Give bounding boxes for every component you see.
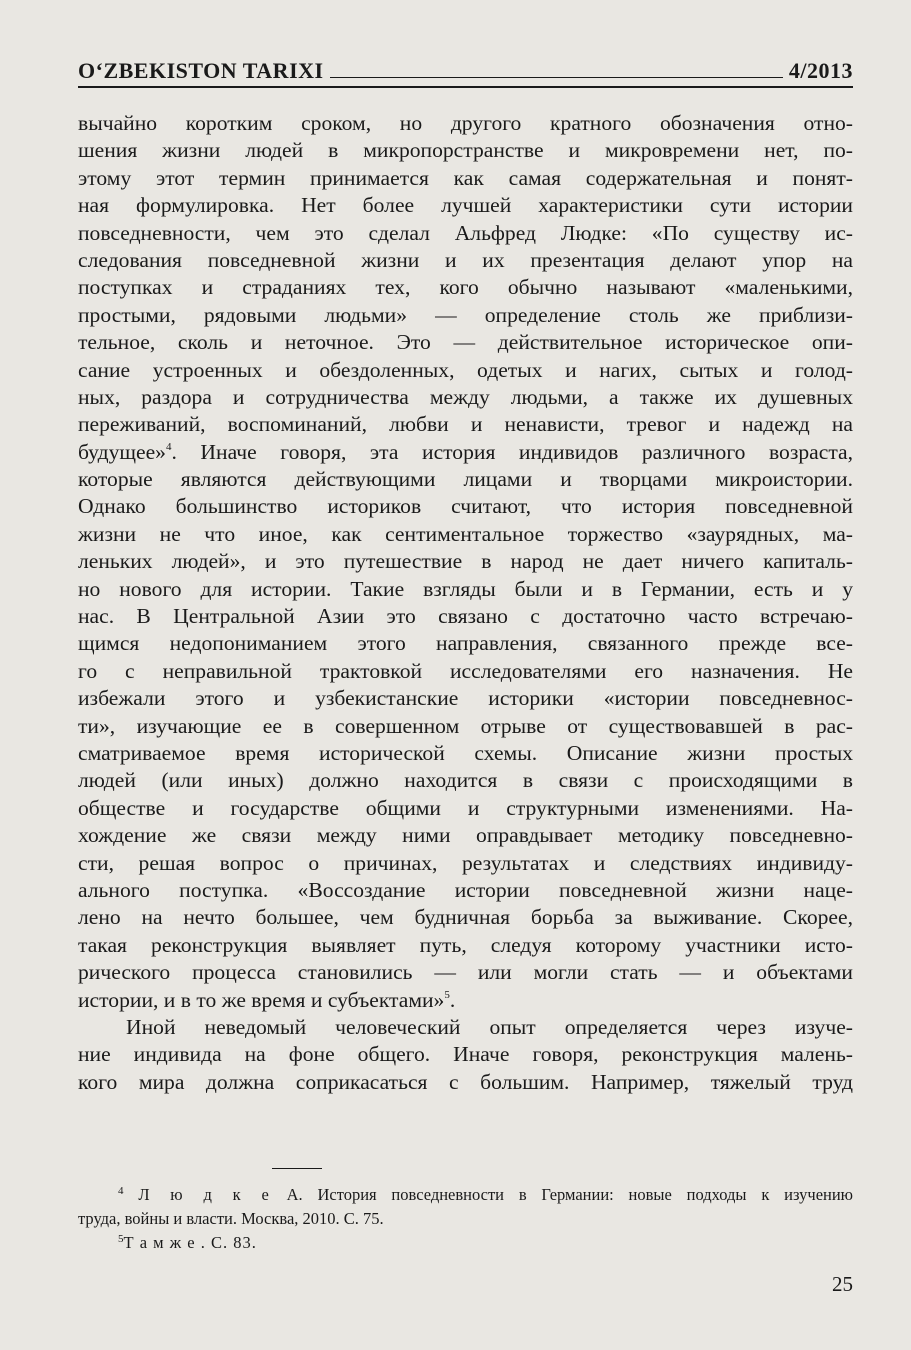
text-segment: истории, и в то же время и субъектами» [78,987,445,1012]
footnote-text: Т а м ж е . С. 83. [123,1233,257,1252]
footnote-text: А. История повседневности в Германии: новые подходы к изучению [286,1185,854,1204]
text-line: сание устроенных и обездоленных, одетых и нагих, сытых и голод- [78,357,853,382]
footnote-divider [272,1168,322,1169]
text-line: рического процесса становились — или могли стать — и объектами [78,960,853,985]
text-line: Однако большинство историков считают, что история повседневной [78,494,853,519]
footnote-author: Л ю д к е [138,1185,272,1204]
text-line: простыми, рядовыми людьми» — определение столь же приблизи- [78,302,853,327]
text-line: хождение же связи между ними оправдывает методику повседневно- [78,823,853,848]
page-number: 25 [832,1272,853,1296]
text-line: которые являются действующими лицами и творцами микроистории. [78,467,853,492]
text-line: поступках и страданиях тех, кого обычно называют «маленькими, [78,275,853,300]
text-line: вычайно коротким сроком, но другого кратного обозначения отно- [78,111,853,135]
text-line: следования повседневной жизни и их презентация делают упор на [78,247,853,272]
footnote-4-continued: труда, войны и власти. Москва, 2010. С. 75. [78,1209,384,1228]
text-line: сти, решая вопрос о причинах, результатах и следствиях индивиду- [78,850,853,875]
text-line: этому этот термин принимается как самая содержательная и понят- [78,165,853,190]
text-line: переживаний, воспоминаний, любви и ненависти, тревог и надежд на [78,412,853,437]
text-line: щимся недопониманием этого направления, связанного прежде все- [78,631,853,656]
running-header [78,50,853,84]
body-text [78,110,853,1096]
footnotes [78,1183,853,1255]
footnote-number: 4 [118,1185,124,1197]
issue-number: 4/2013 [788,58,853,83]
text-line: ние индивида на фоне общего. Иначе говоря, реконструкция малень- [78,1042,853,1067]
text-line: людей (или иных) должно находится в связи с происходящими в [78,768,853,793]
footnote-4 [78,1183,853,1207]
text-line: тельное, сколь и неточное. Это — действительное историческое опи- [78,330,853,355]
footnote-ref-4[interactable]: 4 [165,440,172,453]
text-line: лено на нечто большее, чем будничная борьба за выживание. Скорее, [78,905,853,930]
header-divider [78,86,853,88]
text-line: повседневности, чем это сделал Альфред Людке: «По существу ис- [78,220,853,245]
text-line: обществе и государстве общими и структурными изменениями. На- [78,795,853,820]
journal-title: O‘ZBEKISTON TARIXI [78,58,324,83]
footnote-ref-5[interactable]: 5 [444,988,450,1001]
text-line: такая реконструкция выявляет путь, следуя которому участники исто- [78,932,853,957]
text-line: го с неправильной трактовкой исследователями его назначения. Не [78,658,853,683]
text-line: но нового для истории. Такие взгляды были и в Германии, есть и у [78,576,853,601]
header-rule [330,77,783,78]
text-segment: . [449,987,456,1012]
text-line: шения жизни людей в микропорстранстве и микровремени нет, по- [78,138,853,163]
text-line: нас. В Центральной Азии это связано с достаточно часто встречаю- [78,604,853,629]
text-line: ального поступка. «Воссоздание истории повседневной жизни наце- [78,877,853,902]
footnote-number: 5 [118,1233,124,1245]
text-line: ная формулировка. Нет более лучшей характеристики сути истории [78,193,853,218]
text-line: жизни не что иное, как сентиментальное торжество «заурядных, ма- [78,521,853,546]
text-line-note-5 [78,987,853,1014]
text-line: леньких людей», и это путешествие в народ не дает ничего капиталь- [78,549,853,574]
text-line: ти», изучающие ее в совершенном отрыве от существовавшей в рас- [78,713,853,738]
text-segment: будущее» [78,439,166,464]
text-line: ных, раздора и сотрудничества между людьми, а также их душевных [78,384,853,409]
text-line: кого мира должна соприкасаться с большим. Например, тяжелый труд [78,1069,853,1094]
text-line: сматриваемое время исторической схемы. Описание жизни простых [78,740,853,765]
text-line-note-4 [78,439,853,466]
text-line-paragraph-start: Иной неведомый человеческий опыт определяется через изуче- [126,1014,853,1039]
text-line: избежали этого и узбекистанские историки «истории повседневнос- [78,686,853,711]
text-segment: . Иначе говоря, эта история индивидов различного возраста, [171,439,853,464]
footnote-5 [78,1231,853,1255]
